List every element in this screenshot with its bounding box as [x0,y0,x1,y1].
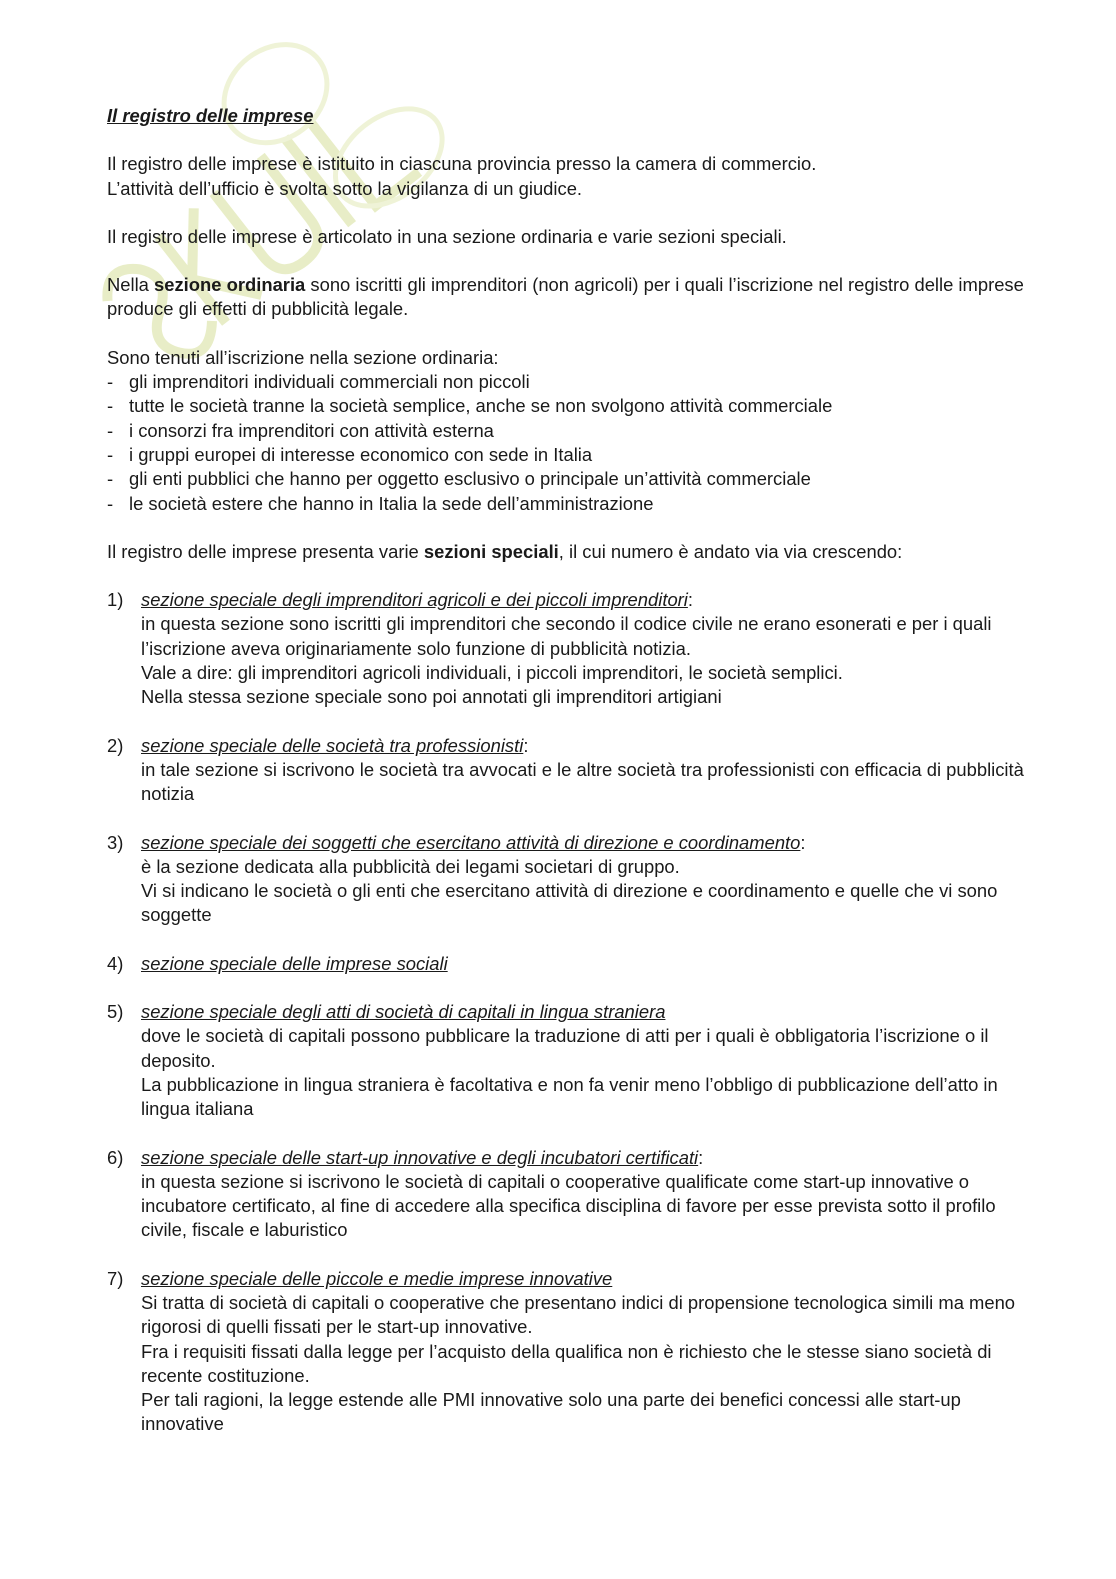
section-number: 7) [107,1267,124,1289]
section-number: 2) [107,734,124,756]
section-heading [141,1267,1027,1291]
tenuti-heading: Sono tenuti all’iscrizione nella sezione ordinaria: [107,346,499,368]
list-item-text: gli imprenditori individuali commerciali non piccoli [129,371,530,393]
section-title-suffix: : [698,1146,704,1168]
bullet-dash: - [107,419,114,441]
section-item [107,1146,1027,1243]
speciali-bold: sezioni speciali [423,540,559,562]
section-body-line: dove le società di capitali possono pubblicare la traduzione di atti per i quali è obbligatoria l’iscrizione o il deposito. [141,1025,989,1071]
section-body-line: è la sezione dedicata alla pubblicità dei legami societari di gruppo. [141,855,680,877]
section-title: sezione speciale degli atti di società di capitali in lingua straniera [141,1001,666,1023]
bullet-dash: - [107,468,114,490]
section-body-line: in questa sezione si iscrivono le società di capitali o cooperative qualificate come start-up innovative o incubatore certificato, al fine di accedere alla specifica disciplina di favore per esse prevista sotto il profilo civile, fiscale e laburistico [141,1170,996,1241]
section-body-line: Vi si indicano le società o gli enti che esercitano attività di direzione e coordinamento e quelle che vi sono soggette [141,880,998,926]
section-heading [141,952,1027,976]
section-title: sezione speciale delle imprese sociali [141,952,448,974]
section-number: 1) [107,589,124,611]
section-title: sezione speciale delle start-up innovative e degli incubatori certificati [141,1146,699,1168]
section-number: 6) [107,1146,124,1168]
articolazione-paragraph: Il registro delle imprese è articolato in una sezione ordinaria e varie sezioni speciali. [107,225,787,247]
section-title-suffix: : [687,589,694,611]
list-item [107,467,1027,491]
list-item [107,443,1027,467]
section-heading [141,588,1027,612]
section-heading [141,734,1027,758]
section-heading [141,831,1027,855]
section-item [107,734,1027,807]
section-title: sezione speciale degli imprenditori agricoli e dei piccoli imprenditori [141,589,688,611]
bullet-dash: - [107,443,114,465]
ordinaria-paragraph [107,273,1027,322]
section-number: 3) [107,831,124,853]
list-item-text: i consorzi fra imprenditori con attività esterna [129,419,494,441]
section-item [107,1267,1027,1437]
section-number: 5) [107,1001,124,1023]
section-body-line: La pubblicazione in lingua straniera è facoltativa e non fa venir meno l’obbligo di pubblicazione dell’atto in lingua italiana [141,1073,998,1120]
list-item [107,419,1027,443]
list-item-text: i gruppi europei di interesse economico con sede in Italia [129,443,593,465]
section-body-line: Vale a dire: gli imprenditori agricoli individuali, i piccoli imprenditori, le società semplici. [141,662,843,684]
section-item [107,588,1027,709]
list-item [107,492,1027,516]
ordinaria-pre: Nella [107,274,155,296]
section-title: sezione speciale delle società tra professionisti [141,734,524,756]
bullet-dash: - [107,395,114,417]
section-item [107,952,1027,976]
section-body-line: Nella stessa sezione speciale sono poi annotati gli imprenditori artigiani [141,686,722,708]
section-body-line: in tale sezione si iscrivono le società tra avvocati e le altre società tra professionisti con efficacia di pubblicità notizia [141,758,1024,805]
speciali-pre: Il registro delle imprese presenta varie [107,540,424,562]
intro-paragraph [107,152,1027,201]
section-title: sezione speciale dei soggetti che esercitano attività di direzione e coordinamento [141,831,801,853]
list-item-text: gli enti pubblici che hanno per oggetto esclusivo o principale un’attività commerciale [129,468,811,490]
section-heading [141,1146,1027,1170]
bullet-dash: - [107,371,114,393]
speciali-post: , il cui numero è andato via via crescendo: [558,540,903,562]
section-title: sezione speciale delle piccole e medie imprese innovative [141,1267,613,1289]
list-item [107,394,1027,418]
section-title-suffix: : [523,734,529,756]
bullet-dash: - [107,492,114,514]
ordinaria-post: sono iscritti gli imprenditori (non agricoli) per i quali l’iscrizione nel registro delle imprese produce gli effetti di pubblicità legale. [107,274,1024,320]
section-item [107,1000,1027,1121]
ordinaria-bold: sezione ordinaria [154,274,306,296]
list-item [107,370,1027,394]
intro-line: Il registro delle imprese è istituito in ciascuna provincia presso la camera di commercio. [107,153,817,175]
sections-list [107,588,1027,1437]
section-item [107,831,1027,928]
document-title: Il registro delle imprese [107,105,314,126]
document-page [107,104,1027,1461]
section-body-line: Si tratta di società di capitali o cooperative che presentano indici di propensione tecnologica simili ma meno rigorosi di quelli fissati per le start-up innovative. [141,1291,1016,1338]
section-body-line: Fra i requisiti fissati dalla legge per l’acquisto della qualifica non è richiesto che le stesse siano società di recente costituzione. [141,1340,992,1386]
section-title-suffix: : [800,831,806,853]
section-heading [141,1000,1027,1024]
section-body-line: in questa sezione sono iscritti gli imprenditori che secondo il codice civile ne erano esonerati e per i quali l’iscrizione aveva originariamente solo funzione di pubblicità notizia. [141,613,992,659]
speciali-paragraph [107,540,1027,564]
section-number: 4) [107,952,124,974]
tenuti-list [107,370,1027,516]
intro-line: L’attività dell’ufficio è svolta sotto la vigilanza di un giudice. [107,177,583,199]
section-body-line: Per tali ragioni, la legge estende alle PMI innovative solo una parte dei benefici concessi alle start-up innovative [141,1389,961,1435]
list-item-text: le società estere che hanno in Italia la sede dell’amministrazione [129,492,654,514]
list-item-text: tutte le società tranne la società semplice, anche se non svolgono attività commerciale [129,395,833,417]
